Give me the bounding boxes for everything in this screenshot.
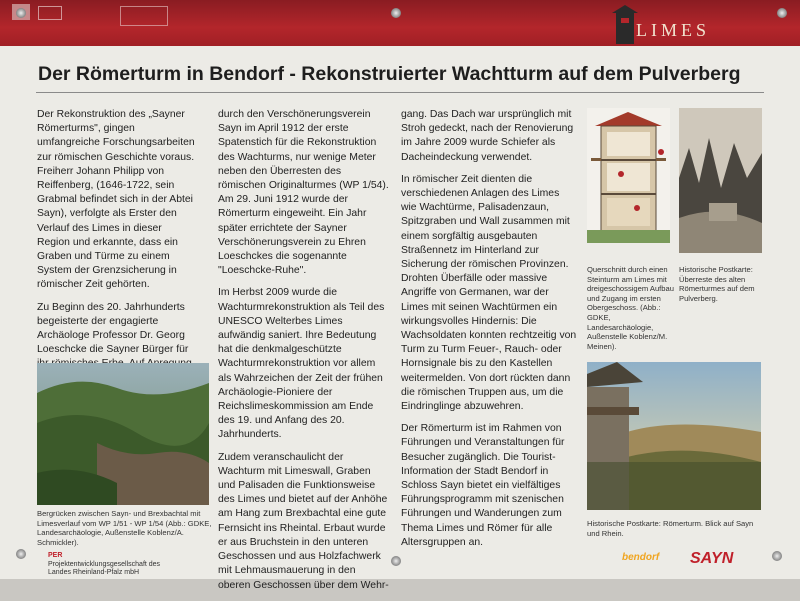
limes-small-logo-icon bbox=[120, 6, 168, 26]
paragraph: Im Herbst 2009 wurde die Wachturmrekonstruktion als Teil des UNESCO Welterbes Limes aufwändig saniert. Ihre Bedeutung hat die denkmalgeschützte Wachturmrekonstruktion vor allem als Wahrzeichen der Zeit der frühen Archäologie-Pioniere der Reichslimeskommission am Ende des 19. und Anfang des 20. Jahrhunderts. bbox=[218, 287, 385, 441]
heritage-logo-icon bbox=[38, 6, 62, 20]
sayn-logo: SAYN bbox=[690, 550, 734, 567]
text-column-3 bbox=[401, 108, 577, 558]
screw-icon bbox=[16, 549, 26, 559]
bendorf-logo: bendorf bbox=[622, 552, 660, 563]
screw-icon bbox=[391, 8, 401, 18]
aerial-photo-caption: Bergrücken zwischen Sayn- und Brexbachtal mit Limesverlauf vom WP 1/51 - WP 1/54 (Abb.: GDKE, Landesarchäologie, Außenstelle Koblenz/A. Schmickler). bbox=[37, 509, 212, 547]
historic-postcard-tower bbox=[587, 362, 761, 510]
paragraph: Zudem veranschaulicht der Wachturm mit Limeswall, Graben und Palisaden die Funktionsweise des Limes und bietet auf der Anhöhe am Hang zum Brexbachtal eine gute Fernsicht ins Rheintal. Erbaut wurde er aus Bruchstein in den unteren Geschossen und aus Holzfachwerk mit Lehmausmauerung in den oberen Geschossen über dem Wehr- bbox=[218, 451, 389, 591]
cross-section-caption: Querschnitt durch einen Steinturm am Limes mit dreigeschossigem Aufbau und Zugang im ersten Obergeschoss. (Abb.: GDKE, Landesarchäologie, Außenstelle Koblenz/M. Meinen). bbox=[587, 265, 674, 351]
paragraph: Zu Beginn des 20. Jahrhunderts begeisterte der engagierte Archäologe Professor Dr. Georg Loeschcke die Sayner Bürger für bbox=[37, 301, 189, 356]
text-column-1 bbox=[37, 108, 197, 394]
title-divider bbox=[36, 92, 764, 93]
text-column-2 bbox=[218, 108, 390, 601]
postcard-ruins-caption: Historische Postkarte: Überreste des alten Römerturmes auf dem Pulverberg. bbox=[679, 265, 755, 303]
per-org: Projektentwicklungsgesellschaft des Landes Rheinland-Pfalz mbH bbox=[48, 560, 161, 576]
header-bar bbox=[0, 0, 800, 46]
historic-postcard-ruins bbox=[679, 108, 762, 253]
paragraph: gang. Das Dach war ursprünglich mit Stroh gedeckt, nach der Renovierung im Jahre 2009 wurde Schiefer als Dacheindeckung verwendet. bbox=[401, 109, 574, 163]
screw-icon bbox=[391, 556, 401, 566]
paragraph: Der Rekonstruktion des „Sayner Römerturms", gingen umfangreiche Forschungsarbeiten zur römischen Geschichte voraus. Freiherr Johann Philipp von Reiffenberg, (1646-1722, sein Grabmal befindet sich in der Abtei Sayn), verfolgte als Erster den Verlauf des Limes in dieser Region und erkannte, dass ein Graben und Türme zu einem System der Grenzsicherung in römischer Zeit gehörten. bbox=[37, 109, 195, 291]
page-title: Der Römerturm in Bendorf - Rekonstruierter Wachtturm auf dem Pulverberg bbox=[38, 63, 741, 85]
paragraph: In römischer Zeit dienten die verschiedenen Anlagen des Limes wie Wachtürme, Palisadenzaun, Spitzgraben und Wall zusammen mit einem sorgfältig ausgebauten Straßennetz im Hinterland zur Sicherung der römischen Provinzen. Drohten Überfälle oder massive Angriffe von Germanen, war der Limes mit seinen Wachtürmen ein wirkungsvolles Hindernis: Die Wachsoldaten konnten rechtzeitig von Turm zu Turm Feuer-, Rauch- oder Hornsignale bis zu den Kastellen weitermelden. Von dort rückten dann die römischen Truppen aus, um die Eindringlinge abzuwehren. bbox=[401, 173, 577, 413]
screw-icon bbox=[777, 8, 787, 18]
per-label: PER bbox=[48, 552, 63, 559]
limes-brand: LIMES bbox=[636, 20, 710, 40]
per-logo bbox=[48, 552, 178, 578]
postcard-tower-caption: Historische Postkarte: Römerturm. Blick auf Sayn und Rhein. bbox=[587, 519, 754, 538]
aerial-photo bbox=[37, 363, 209, 505]
paragraph: Der Römerturm ist im Rahmen von Führungen und Veranstaltungen für Besucher zugänglich. Die Tourist-Information der Stadt Bendorf in Schloss Sayn bietet ein vielfältiges Führungsprogramm mit szenischen Führungen und Wanderungen zum Thema Limes und Römer für alle Altersgruppen an. bbox=[401, 423, 565, 548]
screw-icon bbox=[16, 8, 26, 18]
paragraph: durch den Verschönerungsverein Sayn im April 1912 der erste Spatenstich für die Rekonstruktion des Wachturms, nur wenige Meter neben den Überresten des römischen Originalturmes (WP 1/54). Am 29. Juni 1912 wurde der Römerturm eingeweiht. Ein Jahr später errichtete der Sayner Verschönerungsverein zu Ehren Loeschckes die sogenannte "Loeschcke-Ruhe". bbox=[218, 109, 389, 277]
screw-icon bbox=[772, 551, 782, 561]
tower-cross-section-illustration bbox=[587, 108, 670, 243]
